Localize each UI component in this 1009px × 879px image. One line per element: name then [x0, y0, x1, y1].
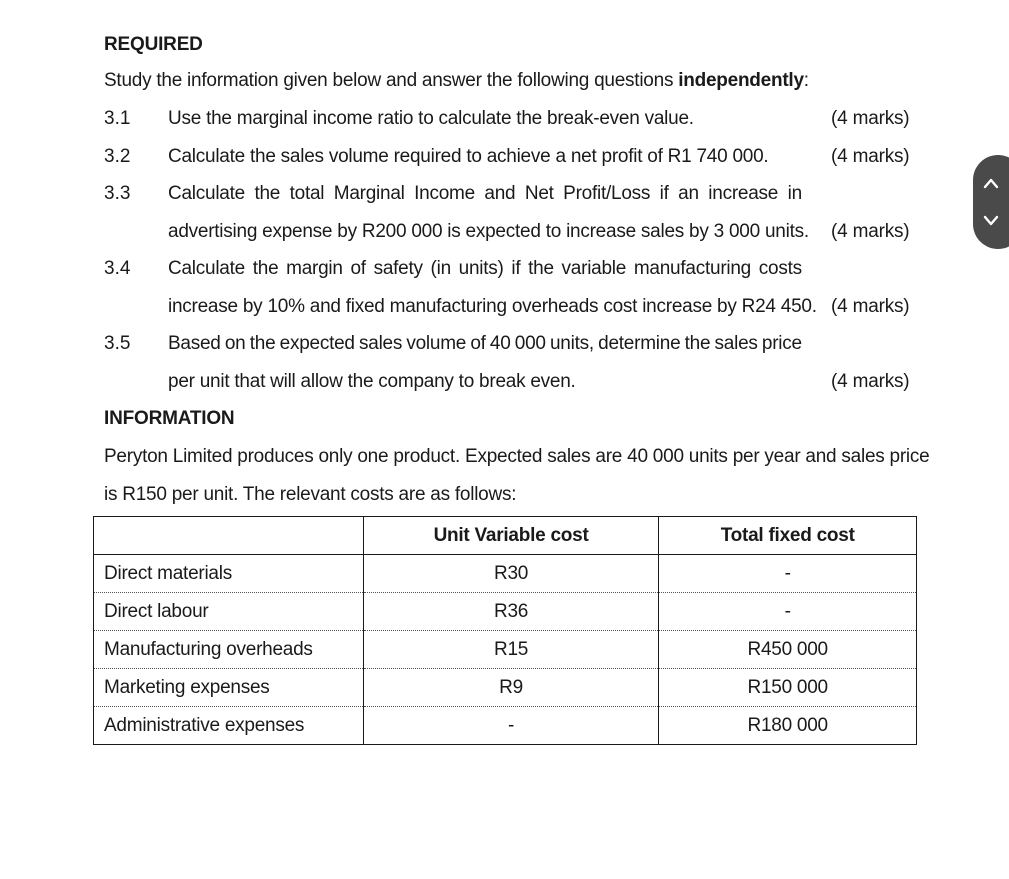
table-header-row [94, 517, 917, 555]
question-text-line-1 [168, 258, 802, 280]
question-word: Calculate [168, 258, 245, 279]
question-marks: (4 marks) [831, 371, 910, 392]
question-word: the [252, 258, 279, 279]
question-word: volume [406, 333, 467, 354]
question-word: Marginal [333, 183, 405, 204]
question-word: if [511, 258, 521, 279]
question-word: expected [279, 333, 355, 354]
header-unit-variable-cost: Unit Variable cost [363, 517, 659, 555]
question-number: 3.3 [104, 183, 131, 204]
previous-button[interactable] [973, 163, 1009, 203]
question-word: sales [714, 333, 758, 354]
question-word: Calculate [168, 183, 245, 204]
question-word: manufacturing [633, 258, 751, 279]
intro-suffix: : [803, 70, 809, 91]
total-fixed-cost: - [659, 555, 917, 593]
question-marks: (4 marks) [831, 146, 910, 167]
information-line-2: is R150 per unit. The relevant costs are as follows: [104, 484, 517, 505]
question-number: 3.5 [104, 333, 131, 354]
total-fixed-cost: - [659, 593, 917, 631]
question-text-line-2: per unit that will allow the company to break even. [168, 371, 576, 392]
total-fixed-cost: R450 000 [659, 631, 917, 669]
question-word: an [678, 183, 699, 204]
question-word: units, [549, 333, 594, 354]
table-row [94, 555, 917, 593]
intro-emphasis: independently [678, 70, 804, 91]
question-word: increase [708, 183, 779, 204]
unit-variable-cost: - [363, 707, 659, 745]
cost-item: Administrative expenses [94, 707, 364, 745]
unit-variable-cost: R15 [363, 631, 659, 669]
total-fixed-cost: R180 000 [659, 707, 917, 745]
question-word: total [289, 183, 325, 204]
question-word: Net [524, 183, 554, 204]
question-word: if [659, 183, 669, 204]
question-word: Income [414, 183, 475, 204]
question-word: safety [373, 258, 423, 279]
question-word: costs [758, 258, 802, 279]
question-word: units) [458, 258, 504, 279]
table-row [94, 631, 917, 669]
required-heading: REQUIRED [104, 34, 203, 55]
question-text-line-2: increase by 10% and fixed manufacturing overheads cost increase by R24 450. [168, 296, 817, 317]
intro-text: Study the information given below and answer the following questions [104, 70, 679, 91]
cost-item: Manufacturing overheads [94, 631, 364, 669]
question-word: of [350, 258, 366, 279]
page-navigation [973, 155, 1009, 249]
question-text: Use the marginal income ratio to calculate the break-even value. [168, 108, 694, 129]
information-heading: INFORMATION [104, 408, 235, 429]
question-word: in [787, 183, 802, 204]
header-total-fixed-cost: Total fixed cost [659, 517, 917, 555]
question-text-line-1 [168, 333, 802, 355]
question-word: 000 [514, 333, 546, 354]
question-word: margin [286, 258, 343, 279]
chevron-down-icon [983, 215, 999, 227]
question-marks: (4 marks) [831, 221, 910, 242]
question-word: the [684, 333, 711, 354]
question-word: 40 [489, 333, 511, 354]
cost-item: Direct materials [94, 555, 364, 593]
question-word: sales [359, 333, 403, 354]
cost-item: Direct labour [94, 593, 364, 631]
question-number: 3.2 [104, 146, 131, 167]
question-text-line-2: advertising expense by R200 000 is expected to increase sales by 3 000 units. [168, 221, 809, 242]
question-word: (in [430, 258, 451, 279]
table-row [94, 669, 917, 707]
question-word: Based [168, 333, 221, 354]
question-word: the [254, 183, 281, 204]
question-word: variable [561, 258, 627, 279]
question-marks: (4 marks) [831, 108, 910, 129]
question-number: 3.1 [104, 108, 131, 129]
question-word: and [484, 183, 516, 204]
question-word: of [470, 333, 486, 354]
required-intro [104, 70, 809, 92]
chevron-up-icon [983, 177, 999, 189]
table-row [94, 707, 917, 745]
information-line-1: Peryton Limited produces only one product. Expected sales are 40 000 units per year and sales price [104, 446, 930, 467]
question-text: Calculate the sales volume required to achieve a net profit of R1 740 000. [168, 146, 769, 167]
next-button[interactable] [973, 201, 1009, 241]
question-word: Profit/Loss [563, 183, 651, 204]
question-word: price [761, 333, 802, 354]
question-word: determine [598, 333, 681, 354]
question-word: the [249, 333, 276, 354]
unit-variable-cost: R30 [363, 555, 659, 593]
header-item [94, 517, 364, 555]
question-marks: (4 marks) [831, 296, 910, 317]
total-fixed-cost: R150 000 [659, 669, 917, 707]
question-word: the [528, 258, 554, 279]
cost-item: Marketing expenses [94, 669, 364, 707]
question-text-line-1 [168, 183, 802, 205]
unit-variable-cost: R36 [363, 593, 659, 631]
question-number: 3.4 [104, 258, 131, 279]
question-word: on [224, 333, 246, 354]
cost-table [93, 516, 917, 745]
unit-variable-cost: R9 [363, 669, 659, 707]
table-row [94, 593, 917, 631]
